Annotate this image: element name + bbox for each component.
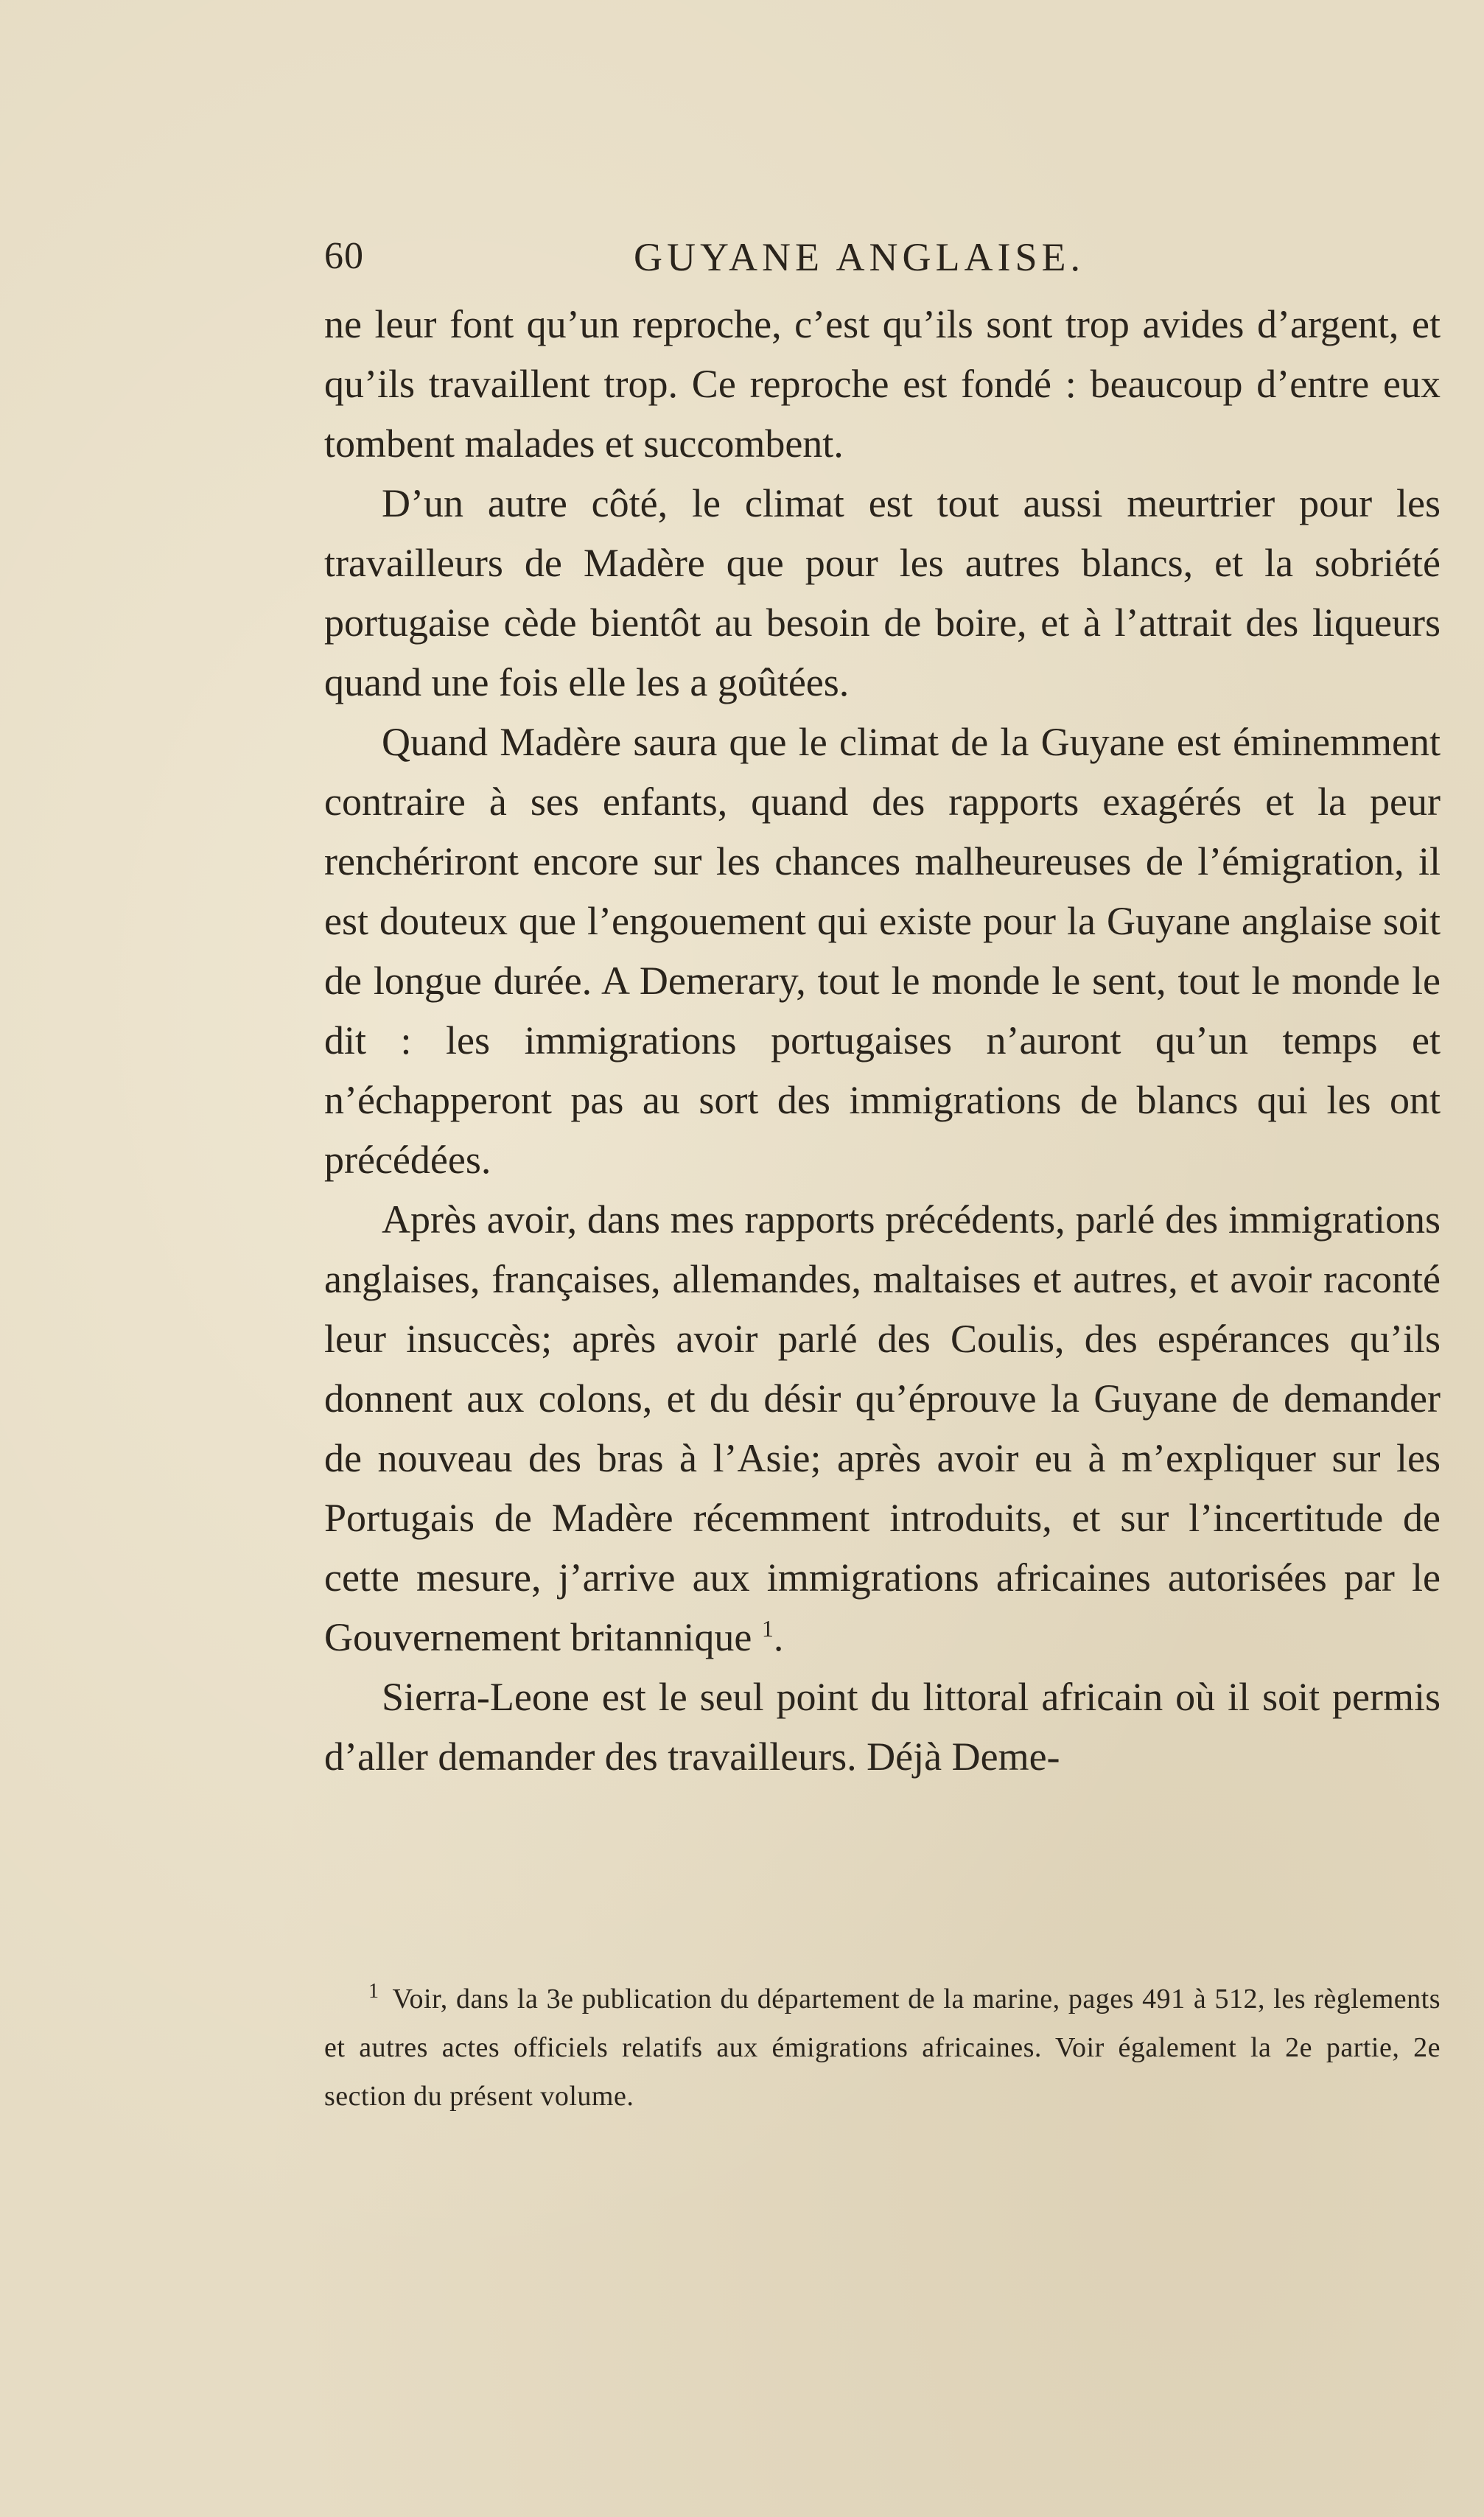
body-text [324, 295, 1441, 1787]
paragraph-4 [324, 1190, 1441, 1667]
paragraph-4-end: . [773, 1615, 784, 1659]
page-header [324, 234, 1441, 301]
running-head: GUYANE ANGLAISE. [634, 235, 1085, 279]
footnote-reference: 1 [761, 1615, 774, 1642]
footnote-marker: 1 [368, 1980, 379, 2003]
page-number: 60 [324, 235, 364, 277]
paragraph-5: Sierra-Leone est le seul point du littoral africain où il soit permis d’aller demander des travailleurs. Déjà Deme- [324, 1675, 1441, 1779]
paragraph-3: Quand Madère saura que le climat de la Guyane est éminemment contraire à ses enfants, quand des rapports exagérés et la peur renchériront encore sur les chances malheureuses de l’émigration, il est douteux que l’engouement qui existe pour la Guyane anglaise soit de longue durée. A Demerary, tout le monde le sent, tout le monde le dit : les immigrations portugaises n’auront qu’un temps et n’échapperont pas au sort des immigrations de blancs qui les ont précédées. [324, 720, 1441, 1182]
footnote [324, 1975, 1441, 2121]
footnote-text: Voir, dans la 3e publication du département de la marine, pages 491 à 512, les règlements et autres actes officiels relatifs aux émigrations africaines. Voir également la 2e partie, 2e section du présent volume. [324, 1984, 1441, 2112]
paragraph-1: ne leur font qu’un reproche, c’est qu’ils sont trop avides d’argent, et qu’ils travaillent trop. Ce reproche est fondé : beaucoup d’entre eux tombent malades et succombent. [324, 302, 1441, 466]
paragraph-2: D’un autre côté, le climat est tout aussi meurtrier pour les travailleurs de Madère que pour les autres blancs, et la sobriété portugaise cède bientôt au besoin de boire, et à l’attrait des liqueurs quand une fois elle les a goûtées. [324, 481, 1441, 704]
paragraph-4-text: Après avoir, dans mes rapports précédents, parlé des immigrations anglaises, françaises, allemandes, maltaises et autres, et avoir raconté leur insuccès; après avoir parlé des Coulis, des espérances qu’ils donnent aux colons, et du désir qu’éprouve la Guyane de demander de nouveau des bras à l’Asie; après avoir eu à m’expliquer sur les Portugais de Madère récemment introduits, et sur l’incertitude de cette mesure, j’arrive aux immigrations africaines autorisées par le Gouvernement britannique [324, 1197, 1441, 1659]
